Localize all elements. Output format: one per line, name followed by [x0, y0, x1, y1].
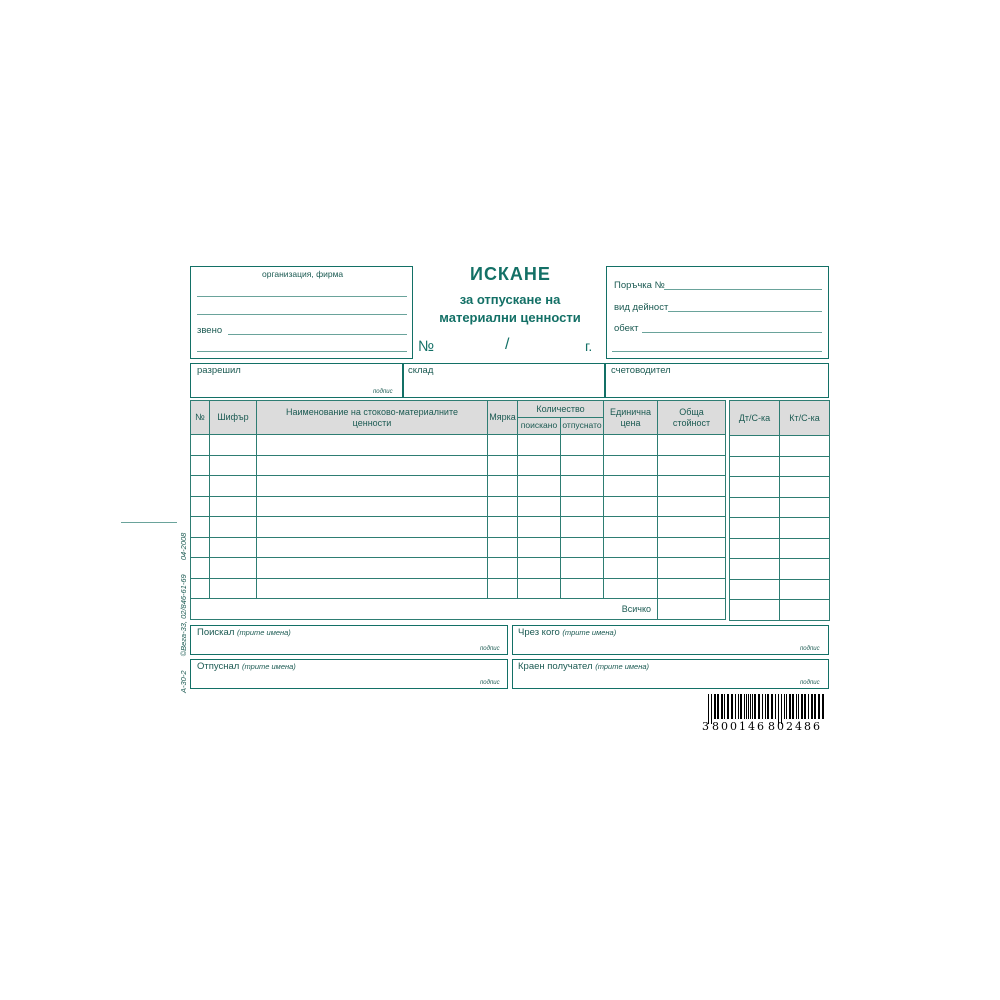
- table-row: [191, 476, 726, 497]
- released-by-label: [197, 662, 296, 672]
- table-cell[interactable]: [604, 496, 658, 517]
- barcode-bar: [818, 694, 820, 719]
- final-recipient-text: Краен получател: [518, 661, 593, 672]
- table-cell[interactable]: [191, 558, 210, 579]
- table-cell[interactable]: [518, 537, 561, 558]
- table-cell[interactable]: [257, 537, 488, 558]
- unit-field[interactable]: [228, 334, 407, 335]
- col-header-requested: поискано: [518, 418, 561, 435]
- barcode-bar: [738, 694, 739, 719]
- table-cell[interactable]: [488, 435, 518, 456]
- barcode-bar: [750, 694, 751, 719]
- barcode-bar: [744, 694, 745, 719]
- barcode-bar: [798, 694, 799, 719]
- table-cell[interactable]: [658, 537, 726, 558]
- barcode-bar: [758, 694, 760, 719]
- accounts-row: [730, 456, 830, 477]
- accounts-cell[interactable]: [730, 538, 780, 559]
- form-subtitle-line2: материални ценности: [439, 310, 581, 325]
- table-cell[interactable]: [518, 476, 561, 497]
- barcode-bar: [735, 694, 736, 719]
- barcode-digits: 3: [702, 720, 709, 732]
- table-cell[interactable]: [518, 558, 561, 579]
- year-label: г.: [585, 338, 593, 354]
- barcode-bar: [771, 694, 773, 719]
- col-header-name: [257, 401, 488, 435]
- activity-field[interactable]: [668, 311, 822, 312]
- table-row: [191, 455, 726, 476]
- via-hint: (трите имена): [562, 628, 617, 637]
- accounts-cell[interactable]: [780, 559, 830, 580]
- requested-by-signature: подпис: [480, 646, 500, 652]
- barcode-bar: [808, 694, 809, 719]
- table-cell[interactable]: [561, 455, 604, 476]
- col-header-quantity: Количество: [518, 401, 604, 418]
- via-signature: подпис: [800, 646, 820, 652]
- barcode-bar: [765, 694, 766, 719]
- barcode-bar: [724, 694, 725, 719]
- barcode-bar: [752, 694, 753, 719]
- col-header-unit-price-line2: цена: [620, 417, 641, 428]
- barcode-bar: [731, 694, 733, 719]
- col-header-unit-price-line1: Единична: [610, 407, 651, 418]
- order-field[interactable]: [664, 289, 822, 290]
- released-by-text: Отпуснал: [197, 661, 240, 672]
- barcode-bar: [801, 694, 803, 719]
- approvals-box: [190, 363, 829, 398]
- accounts-cell[interactable]: [730, 518, 780, 539]
- total-value-cell[interactable]: [658, 599, 726, 620]
- final-recipient-signature: подпис: [800, 680, 820, 686]
- col-header-unit: Мярка: [488, 401, 518, 435]
- table-cell[interactable]: [488, 537, 518, 558]
- table-cell[interactable]: [191, 496, 210, 517]
- released-by-hint: (трите имена): [242, 662, 296, 671]
- side-print-code: А-30-2: [179, 670, 188, 693]
- accounts-cell[interactable]: [730, 497, 780, 518]
- accounts-cell[interactable]: [780, 477, 830, 498]
- accounts-row: [730, 497, 830, 518]
- side-print-publisher: ©Вега-33, 02/846-61-69: [179, 574, 188, 657]
- form-title: ИСКАНЕ: [470, 264, 551, 284]
- table-cell[interactable]: [561, 435, 604, 456]
- barcode-bar: [727, 694, 729, 719]
- table-cell[interactable]: [561, 476, 604, 497]
- barcode-bar: [811, 694, 813, 719]
- accounts-cell[interactable]: [730, 579, 780, 600]
- table-cell[interactable]: [658, 578, 726, 599]
- table-cell[interactable]: [210, 517, 257, 538]
- table-cell[interactable]: [488, 558, 518, 579]
- activity-label: вид дейност: [614, 302, 669, 313]
- table-cell[interactable]: [488, 578, 518, 599]
- table-cell[interactable]: [257, 517, 488, 538]
- table-row: [191, 558, 726, 579]
- items-table: [190, 400, 726, 620]
- table-cell[interactable]: [604, 578, 658, 599]
- table-cell[interactable]: [561, 517, 604, 538]
- barcode-bar: [714, 694, 716, 719]
- barcode: [700, 694, 828, 732]
- table-cell[interactable]: [257, 496, 488, 517]
- table-cell[interactable]: [604, 517, 658, 538]
- accounts-table: [729, 400, 830, 621]
- table-cell[interactable]: [257, 578, 488, 599]
- total-label: Всичко: [191, 599, 658, 620]
- col-header-total-line2: стойност: [672, 417, 711, 428]
- barcode-bar: [717, 694, 719, 719]
- table-cell[interactable]: [561, 578, 604, 599]
- organization-box: [190, 266, 413, 359]
- form-subtitle-line1: за отпускане на: [459, 292, 561, 307]
- organization-caption: организация, фирма: [262, 269, 344, 279]
- table-cell[interactable]: [210, 537, 257, 558]
- accounts-row: [730, 436, 830, 457]
- table-cell[interactable]: [518, 517, 561, 538]
- table-row: [191, 578, 726, 599]
- barcode-bar: [762, 694, 763, 719]
- table-cell[interactable]: [658, 517, 726, 538]
- table-cell[interactable]: [488, 455, 518, 476]
- table-cell[interactable]: [210, 435, 257, 456]
- via-label: [518, 628, 616, 638]
- order-box-line-4[interactable]: [612, 351, 822, 352]
- table-cell[interactable]: [191, 537, 210, 558]
- col-header-code: Шифър: [210, 401, 257, 435]
- table-cell[interactable]: [191, 476, 210, 497]
- requested-by-hint: (трите имена): [237, 628, 291, 637]
- table-cell[interactable]: [658, 455, 726, 476]
- table-row: [191, 517, 726, 538]
- table-cell[interactable]: [191, 578, 210, 599]
- table-cell[interactable]: [604, 455, 658, 476]
- via-text: Чрез кого: [518, 627, 560, 638]
- approvals-divider-1: [402, 363, 404, 398]
- accounts-row: [730, 538, 830, 559]
- col-header-no: №: [191, 401, 210, 435]
- accounts-row: [730, 559, 830, 580]
- table-cell[interactable]: [658, 476, 726, 497]
- table-cell[interactable]: [518, 578, 561, 599]
- organization-line-2[interactable]: [197, 314, 407, 315]
- number-field[interactable]: [436, 338, 501, 354]
- order-label: Поръчка №: [614, 280, 665, 291]
- organization-line-1[interactable]: [197, 296, 407, 297]
- table-cell[interactable]: [518, 455, 561, 476]
- accounts-cell[interactable]: [780, 497, 830, 518]
- accounts-cell[interactable]: [730, 456, 780, 477]
- barcode-bar: [804, 694, 806, 719]
- table-cell[interactable]: [561, 558, 604, 579]
- side-margin-line: [121, 522, 177, 523]
- barcode-bar: [814, 694, 816, 719]
- barcode-bar: [740, 694, 742, 719]
- table-row: [191, 537, 726, 558]
- col-header-total-line1: Обща: [679, 407, 704, 418]
- warehouse-label: склад: [408, 365, 434, 376]
- accounts-total-row: [730, 600, 830, 621]
- released-by-signature: подпис: [480, 680, 500, 686]
- barcode-digits: 800146: [712, 720, 764, 732]
- year-field[interactable]: [518, 338, 582, 354]
- table-cell[interactable]: [257, 455, 488, 476]
- accounts-cell[interactable]: [780, 436, 830, 457]
- table-cell[interactable]: [518, 496, 561, 517]
- final-recipient-hint: (трите имена): [595, 662, 649, 671]
- barcode-bar: [746, 694, 747, 719]
- requested-by-text: Поискал: [197, 627, 235, 638]
- barcode-bar: [754, 694, 756, 719]
- barcode-bar: [748, 694, 749, 719]
- barcode-bar: [784, 694, 785, 719]
- col-header-released: отпуснато: [561, 418, 604, 435]
- accounts-cell[interactable]: [730, 477, 780, 498]
- table-cell[interactable]: [658, 558, 726, 579]
- table-cell[interactable]: [210, 455, 257, 476]
- col-header-name-line2: ценности: [352, 417, 392, 428]
- table-cell[interactable]: [191, 517, 210, 538]
- side-print: [179, 533, 188, 693]
- table-cell[interactable]: [604, 435, 658, 456]
- table-cell[interactable]: [488, 476, 518, 497]
- accounts-cell[interactable]: [780, 538, 830, 559]
- table-cell[interactable]: [191, 455, 210, 476]
- final-recipient-label: [518, 662, 649, 672]
- table-cell[interactable]: [488, 517, 518, 538]
- side-print-date: 04-2008: [179, 532, 188, 561]
- accounts-cell[interactable]: [780, 579, 830, 600]
- table-row: [191, 496, 726, 517]
- table-cell[interactable]: [191, 435, 210, 456]
- table-cell[interactable]: [658, 435, 726, 456]
- accounts-total-cell[interactable]: [780, 600, 830, 621]
- barcode-bar: [822, 694, 824, 719]
- table-cell[interactable]: [561, 537, 604, 558]
- number-label: №: [418, 338, 435, 355]
- col-header-total: [658, 401, 726, 435]
- unit-label: звено: [197, 325, 223, 336]
- table-cell[interactable]: [604, 476, 658, 497]
- accounts-row: [730, 518, 830, 539]
- requested-by-label: [197, 628, 291, 638]
- accounts-cell[interactable]: [730, 436, 780, 457]
- number-slash: /: [505, 336, 510, 353]
- accounts-cell[interactable]: [730, 559, 780, 580]
- barcode-bar: [721, 694, 723, 719]
- table-cell[interactable]: [488, 496, 518, 517]
- col-header-credit: Кт/С-ка: [780, 401, 830, 436]
- barcode-bar: [792, 694, 794, 719]
- table-row: [191, 435, 726, 456]
- table-cell[interactable]: [257, 476, 488, 497]
- table-cell[interactable]: [518, 435, 561, 456]
- accounts-row: [730, 579, 830, 600]
- accounts-total-cell[interactable]: [730, 600, 780, 621]
- col-header-debit: Дт/С-ка: [730, 401, 780, 436]
- table-cell[interactable]: [604, 558, 658, 579]
- accountant-label: счетоводител: [611, 365, 671, 376]
- accounts-row: [730, 477, 830, 498]
- accounts-cell[interactable]: [780, 518, 830, 539]
- col-header-name-line1: Наименование на стоково-материалните: [286, 407, 458, 418]
- barcode-bar: [789, 694, 791, 719]
- table-cell[interactable]: [561, 496, 604, 517]
- approved-signature-hint: подпис: [373, 389, 393, 395]
- total-row: [191, 599, 726, 620]
- table-cell[interactable]: [210, 558, 257, 579]
- unit-line-2[interactable]: [197, 351, 407, 352]
- table-cell[interactable]: [210, 476, 257, 497]
- object-field[interactable]: [642, 332, 822, 333]
- barcode-bar: [767, 694, 769, 719]
- barcode-digits: 802486: [768, 720, 820, 732]
- approvals-divider-2: [604, 363, 606, 398]
- table-cell[interactable]: [257, 558, 488, 579]
- accounts-cell[interactable]: [780, 456, 830, 477]
- barcode-bar: [786, 694, 787, 719]
- col-header-unit-price: [604, 401, 658, 435]
- table-cell[interactable]: [210, 578, 257, 599]
- barcode-bar: [796, 694, 797, 719]
- table-cell[interactable]: [604, 537, 658, 558]
- barcode-bar: [775, 694, 776, 719]
- object-label: обект: [614, 323, 639, 334]
- table-cell[interactable]: [658, 496, 726, 517]
- approved-by-label: разрешил: [197, 365, 241, 376]
- table-cell[interactable]: [210, 496, 257, 517]
- table-cell[interactable]: [257, 435, 488, 456]
